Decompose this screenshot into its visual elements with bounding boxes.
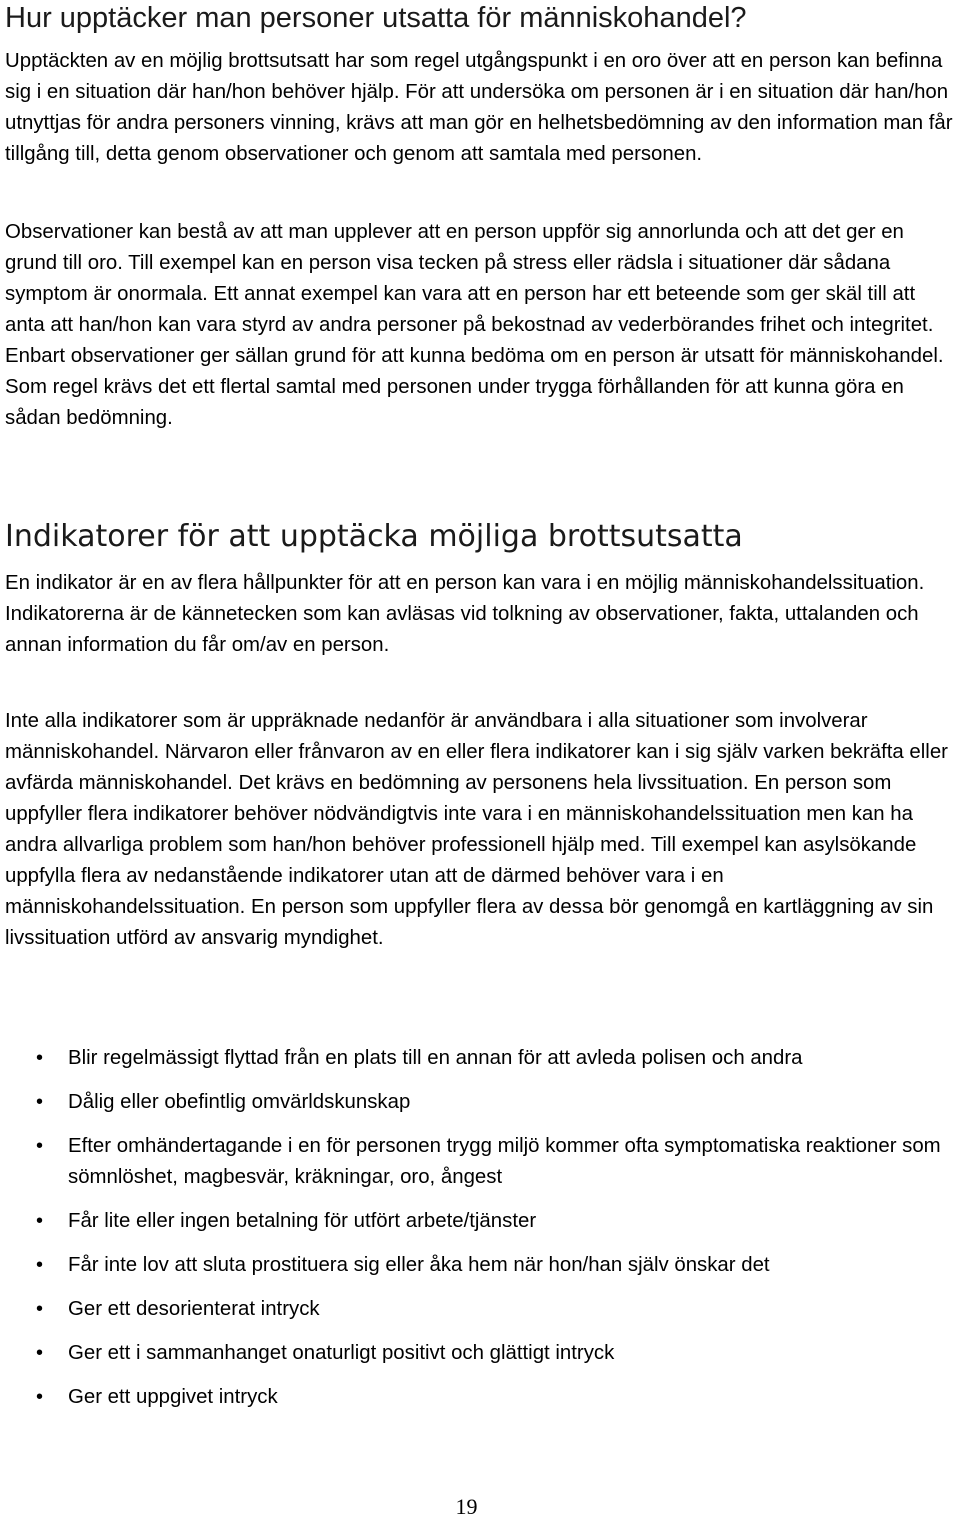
indicator-list bbox=[0, 1043, 960, 1426]
bullet-icon: • bbox=[36, 1135, 44, 1157]
list-item bbox=[0, 1206, 960, 1237]
paragraph-indicator-definition: En indikator är en av flera hållpunkter för att en person kan vara i en möjlig människohandelssituation. Indikatorerna är de kännetecken som kan avläsas vid tolkning av observationer, fakta, uttalanden och annan information du får om/av en person. bbox=[5, 572, 925, 656]
list-item bbox=[0, 1338, 960, 1369]
list-item-text: Ger ett i sammanhanget onaturligt positivt och glättigt intryck bbox=[68, 1342, 615, 1364]
bullet-icon: • bbox=[36, 1091, 44, 1113]
paragraph-observations: Observationer kan bestå av att man upplever att en person uppför sig annorlunda och att det ger en grund till oro. Till exempel kan en person visa tecken på stress eller rädsla i situationer där sådana symptom är onormala. Ett annat exempel kan vara att en person har ett beteende som ger skäl till att anta att han/hon kan vara styrd av andra personer på bekostnad av vederbörandes frihet och integritet. Enbart observationer ger sällan grund för att kunna bedöma om en person är utsatt för människohandel. Som regel krävs det ett flertal samtal med personen under trygga förhållanden för att kunna göra en sådan bedömning. bbox=[5, 221, 944, 429]
page-number: 19 bbox=[455, 1494, 478, 1519]
paragraph-indicator-usage: Inte alla indikatorer som är uppräknade nedanför är användbara i alla situationer som involverar människohandel. Närvaron eller frånvaron av en eller flera indikatorer kan i sig själv varken bekräfta eller avfärda människohandel. Det krävs en bedömning av personens hela livssituation. En person som uppfyller flera indikatorer behöver nödvändigtvis inte vara i en människohandelssituation men kan ha andra allvarliga problem som han/hon behöver professionell hjälp med. Till exempel kan asylsökande uppfylla flera av nedanstående indikatorer utan att de därmed behöver vara i en människohandelssituation. En person som uppfyller flera av dessa bör genomgå en kartläggning av sin livssituation utförd av ansvarig myndighet. bbox=[5, 710, 948, 949]
list-item bbox=[0, 1087, 960, 1118]
list-item-text: Får lite eller ingen betalning för utfört arbete/tjänster bbox=[68, 1210, 537, 1232]
list-item-text: Ger ett desorienterat intryck bbox=[68, 1298, 320, 1320]
list-item-text: Dålig eller obefintlig omvärldskunskap bbox=[68, 1091, 411, 1113]
bullet-icon: • bbox=[36, 1386, 44, 1408]
bullet-icon: • bbox=[36, 1342, 44, 1364]
bullet-icon: • bbox=[36, 1254, 44, 1276]
list-item-text: Blir regelmässigt flyttad från en plats till en annan för att avleda polisen och andra bbox=[68, 1047, 803, 1069]
bullet-icon: • bbox=[36, 1047, 44, 1069]
bullet-icon: • bbox=[36, 1298, 44, 1320]
paragraph-intro: Upptäckten av en möjlig brottsutsatt har som regel utgångspunkt i en oro över att en person kan befinna sig i en situation där han/hon behöver hjälp. För att undersöka om personen är i en situation där han/hon utnyttjas för andra personers vinning, krävs att man gör en helhetsbedömning av den information man får tillgång till, detta genom observationer och genom att samtala med personen. bbox=[5, 50, 953, 165]
list-item bbox=[0, 1382, 960, 1413]
list-item bbox=[0, 1250, 960, 1281]
list-item-text: Får inte lov att sluta prostituera sig eller åka hem när hon/han själv önskar det bbox=[68, 1254, 770, 1276]
list-item-text: Ger ett uppgivet intryck bbox=[68, 1386, 278, 1408]
section-heading-detection: Hur upptäcker man personer utsatta för människohandel? bbox=[5, 2, 747, 34]
bullet-icon: • bbox=[36, 1210, 44, 1232]
list-item bbox=[0, 1043, 960, 1074]
list-item bbox=[0, 1294, 960, 1325]
list-item-text: Efter omhändertagande i en för personen trygg miljö kommer ofta symptomatiska reaktioner som sömnlöshet, magbesvär, kräkningar, oro, ångest bbox=[68, 1135, 941, 1188]
list-item bbox=[0, 1131, 960, 1193]
section-heading-indicators: Indikatorer för att upptäcka möjliga brottsutsatta bbox=[5, 519, 743, 554]
